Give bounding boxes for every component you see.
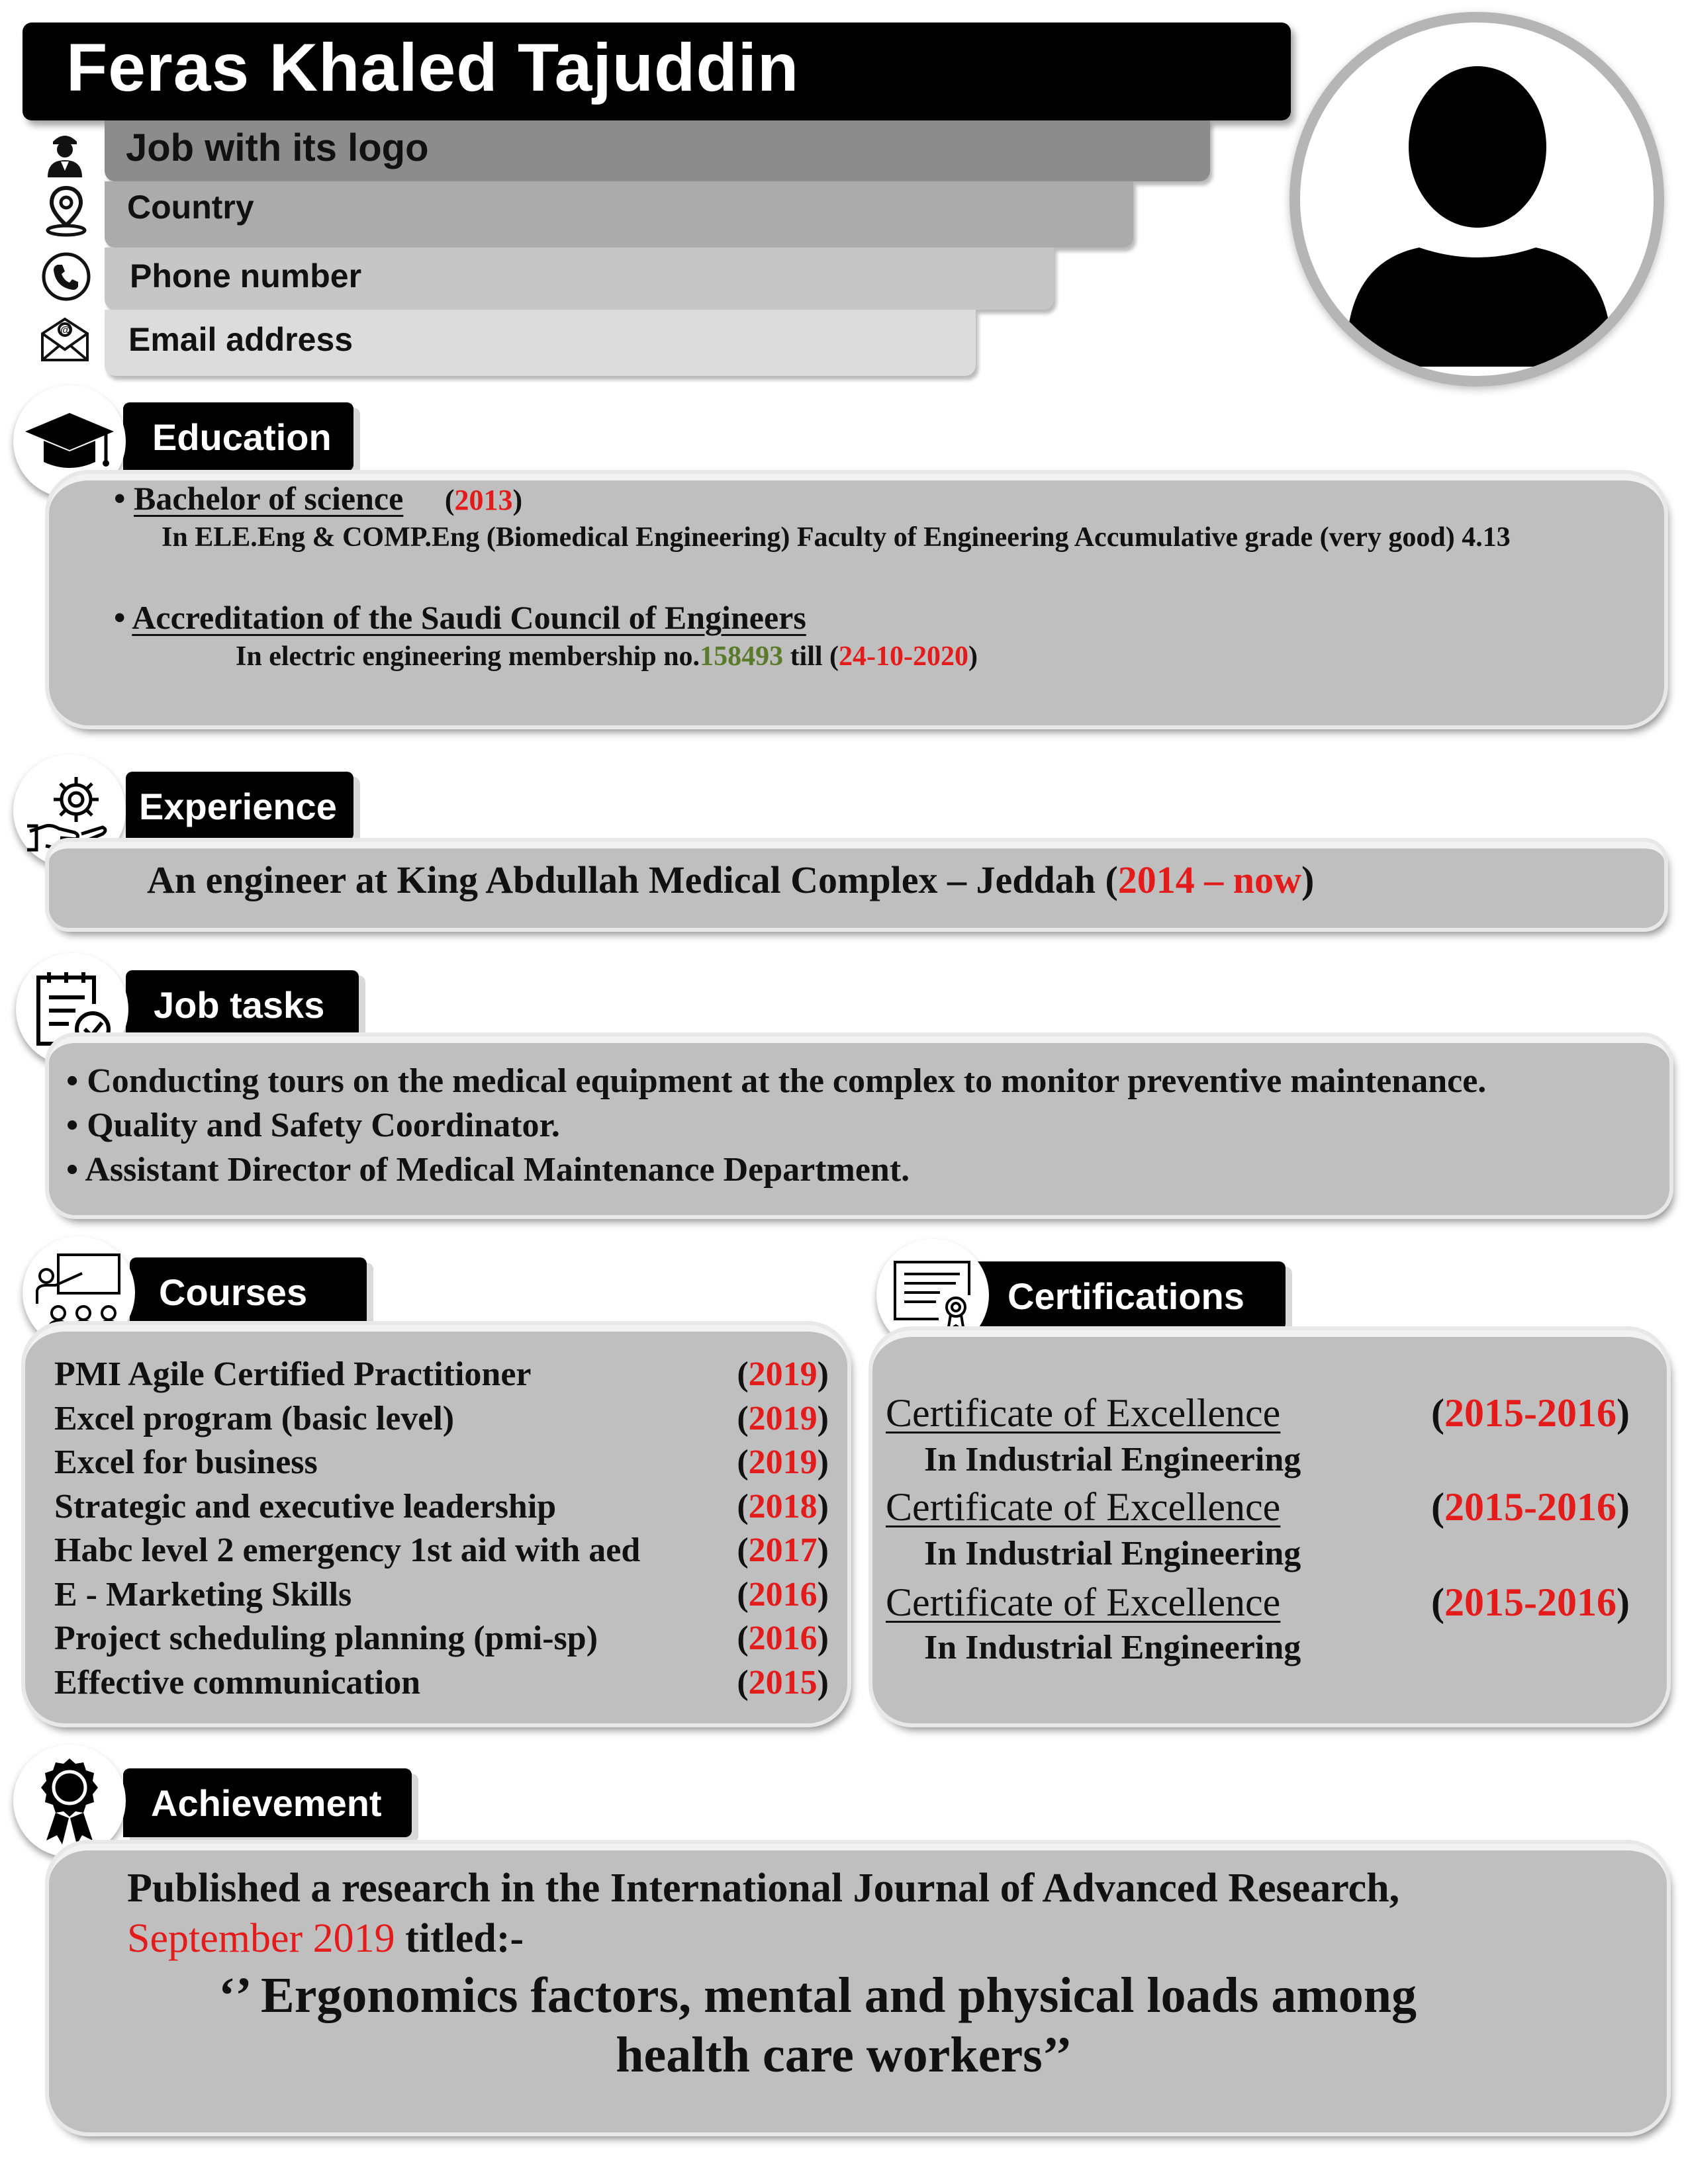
worker-icon xyxy=(38,127,91,180)
list-item: E - Marketing Skills (2016) xyxy=(54,1573,829,1617)
list-item: • Quality and Safety Coordinator. xyxy=(66,1107,560,1144)
membership-number: 158493 xyxy=(700,641,784,672)
course-name: E - Marketing Skills xyxy=(54,1575,352,1614)
membership-label: In electric engineering membership no. xyxy=(236,641,700,672)
course-year: 2019 xyxy=(748,1443,818,1481)
cert-item-1: Certificate of Excellence (2015-2016) xyxy=(886,1391,1630,1435)
course-name: Excel program (basic level) xyxy=(54,1399,455,1437)
job-tasks-list xyxy=(66,1059,1486,1192)
gear-hand-icon xyxy=(23,768,116,854)
email-text: Email address xyxy=(128,321,353,358)
certificate-icon xyxy=(890,1255,976,1335)
bullet: • xyxy=(114,480,126,517)
courses-list xyxy=(54,1353,829,1705)
phone-icon xyxy=(40,250,93,303)
certifications-heading xyxy=(957,1261,1286,1330)
degree-year: 2013 xyxy=(454,484,513,516)
list-item: Strategic and executive leadership (2018) xyxy=(54,1485,829,1529)
courses-heading xyxy=(130,1257,367,1326)
task-text: Quality and Safety Coordinator. xyxy=(87,1107,560,1144)
achievement-line-2 xyxy=(127,1915,524,1962)
task-text: Assistant Director of Medical Maintenance Department. xyxy=(85,1151,910,1189)
course-year: 2019 xyxy=(748,1399,818,1437)
course-name: Excel for business xyxy=(54,1443,318,1481)
cert-field: In Industrial Engineering xyxy=(924,1535,1301,1572)
achievement-date: September 2019 xyxy=(127,1916,395,1961)
phone-text: Phone number xyxy=(130,257,362,295)
education-item-1 xyxy=(114,479,522,518)
paren: ) xyxy=(1301,858,1315,901)
course-year: 2015 xyxy=(748,1663,818,1702)
job-title: Job with its logo xyxy=(126,126,429,169)
paren: ) xyxy=(512,484,523,516)
cert-field: In Industrial Engineering xyxy=(924,1441,1301,1479)
membership-date: 24-10-2020 xyxy=(839,641,969,672)
achievement-title: Achievement xyxy=(151,1782,382,1824)
courses-title: Courses xyxy=(159,1271,308,1313)
achievement-heading xyxy=(123,1768,412,1837)
achievement-line-1: Published a research in the International Journal of Advanced Research, xyxy=(127,1866,1400,1911)
course-name: Effective communication xyxy=(54,1663,421,1702)
till-label: till ( xyxy=(783,641,839,672)
degree-detail: In ELE.Eng & COMP.Eng (Biomedical Engineering) Faculty of Engineering Accumulative grade (very good) 4.13 xyxy=(162,522,1511,553)
course-year: 2019 xyxy=(748,1355,818,1393)
research-title-line-1 xyxy=(0,1967,1688,2025)
course-year: 2016 xyxy=(748,1575,818,1614)
bullet: • xyxy=(114,599,126,636)
education-title: Education xyxy=(152,416,332,458)
cert-name: Certificate of Excellence xyxy=(886,1391,1281,1435)
graduation-cap-icon xyxy=(20,405,119,478)
course-year: 2016 xyxy=(748,1619,818,1657)
research-title-line-2: health care workers’’ xyxy=(616,2027,1072,2083)
profile-photo xyxy=(1289,12,1664,387)
location-pin-icon xyxy=(40,184,93,237)
email-icon xyxy=(38,311,91,364)
accreditation-detail xyxy=(236,641,978,672)
country-bar xyxy=(105,181,1133,248)
job-tasks-title: Job tasks xyxy=(154,983,325,1026)
list-item: PMI Agile Certified Practitioner (2019) xyxy=(54,1353,829,1397)
course-year: 2018 xyxy=(748,1487,818,1525)
experience-role: An engineer at King Abdullah Medical Complex – Jeddah ( xyxy=(147,858,1118,901)
list-item: • Conducting tours on the medical equipment at the complex to monitor preventive maintenance. xyxy=(66,1062,1487,1100)
avatar-silhouette-icon xyxy=(1300,23,1654,376)
course-name: Strategic and executive leadership xyxy=(54,1487,557,1525)
course-name: PMI Agile Certified Practitioner xyxy=(54,1355,532,1393)
cert-name: Certificate of Excellence xyxy=(886,1580,1281,1624)
list-item: • Assistant Director of Medical Maintenance Department. xyxy=(66,1151,910,1189)
research-title-part-1: ‘’ Ergonomics factors, mental and physical loads among xyxy=(218,1968,1417,2023)
course-year: 2017 xyxy=(748,1531,818,1569)
course-name: Habc level 2 emergency 1st aid with aed xyxy=(54,1531,641,1569)
full-name: Feras Khaled Tajuddin xyxy=(66,30,800,105)
education-heading xyxy=(123,402,353,471)
cert-field: In Industrial Engineering xyxy=(924,1629,1301,1666)
experience-text xyxy=(147,858,1314,902)
achievement-titled: titled:- xyxy=(395,1916,524,1961)
experience-title: Experience xyxy=(139,785,337,827)
paren: ( xyxy=(444,484,455,516)
degree-title: Bachelor of science xyxy=(134,480,404,517)
list-item: Excel for business (2019) xyxy=(54,1441,829,1485)
experience-heading xyxy=(126,772,353,841)
certifications-title: Certifications xyxy=(1008,1275,1244,1317)
cert-years: 2015-2016 xyxy=(1444,1391,1617,1435)
country-text: Country xyxy=(127,189,254,226)
cert-years: 2015-2016 xyxy=(1444,1485,1617,1529)
task-text: Conducting tours on the medical equipment at the complex to monitor preventive maintenance. xyxy=(87,1062,1487,1100)
paren: ) xyxy=(968,641,978,672)
svg-text:@: @ xyxy=(60,325,71,336)
award-ribbon-icon xyxy=(33,1754,106,1847)
list-item: Excel program (basic level) (2019) xyxy=(54,1397,829,1441)
accreditation-title: Accreditation of the Saudi Council of Engineers xyxy=(132,599,806,636)
list-item: Project scheduling planning (pmi-sp) (2016) xyxy=(54,1617,829,1661)
achievement-icon-badge xyxy=(13,1745,126,1857)
list-item: Habc level 2 emergency 1st aid with aed (2017) xyxy=(54,1529,829,1573)
education-item-2 xyxy=(114,598,806,637)
cert-item-2: Certificate of Excellence (2015-2016) xyxy=(886,1485,1630,1529)
job-tasks-heading xyxy=(126,970,359,1039)
list-item: Effective communication (2015) xyxy=(54,1661,829,1706)
cert-years: 2015-2016 xyxy=(1444,1580,1617,1624)
presentation-icon xyxy=(29,1250,128,1336)
cert-name: Certificate of Excellence xyxy=(886,1485,1281,1529)
course-name: Project scheduling planning (pmi-sp) xyxy=(54,1619,598,1657)
cert-item-3: Certificate of Excellence (2015-2016) xyxy=(886,1580,1630,1624)
experience-period: 2014 – now xyxy=(1117,858,1301,901)
